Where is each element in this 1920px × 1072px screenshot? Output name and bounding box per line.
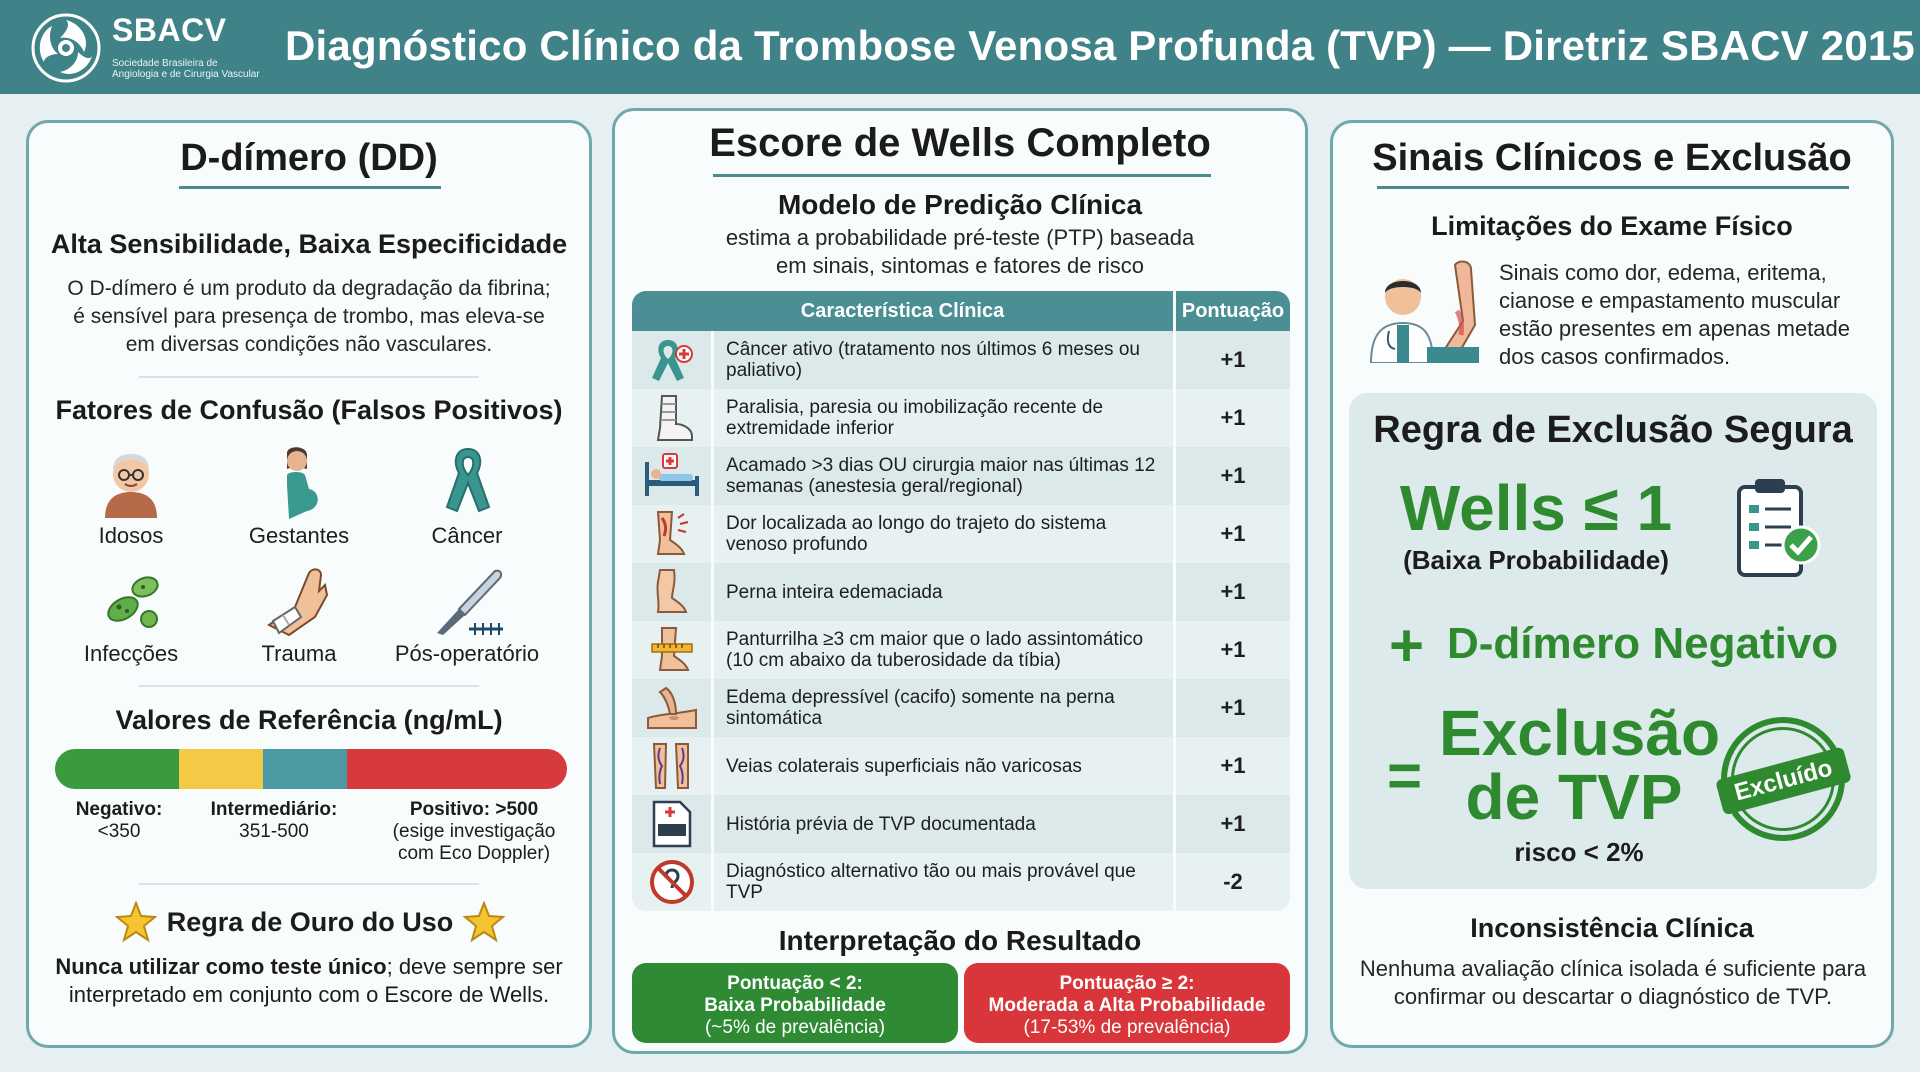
wells-description-2: em sinais, sintomas e fatores de risco xyxy=(775,253,1145,278)
negative-value: <350 xyxy=(97,821,141,842)
header-bar xyxy=(0,0,1920,94)
divider xyxy=(139,883,479,885)
prohibited-icon xyxy=(648,858,696,906)
table-header xyxy=(632,291,1290,331)
negative-label: Negativo: xyxy=(75,799,163,820)
table-row xyxy=(632,737,1290,795)
transition-segment xyxy=(263,749,347,789)
row-text: Diagnóstico alternativo tão ou mais provável que TVP xyxy=(726,861,1136,903)
risk-text: risco < 2% xyxy=(1514,837,1644,867)
wells-title: Escore de Wells Completo xyxy=(709,121,1211,165)
rule-title: Regra de Exclusão Segura xyxy=(1373,409,1853,451)
low-line-1: Pontuação < 2: xyxy=(727,973,863,994)
row-icon-cell xyxy=(632,389,714,447)
row-icon-cell xyxy=(632,679,714,737)
document-tvp-icon xyxy=(650,800,694,848)
confounder-label: Idosos xyxy=(98,523,164,548)
row-score: +1 xyxy=(1173,795,1290,853)
row-icon-cell xyxy=(632,737,714,795)
row-text: Paralisia, paresia ou imobilização recente de extremidade inferior xyxy=(726,397,1104,439)
swollen-leg-icon xyxy=(648,568,696,616)
wells-description-1: estima a probabilidade pré-teste (PTP) baseada xyxy=(725,225,1195,250)
negative-segment xyxy=(55,749,179,789)
table-row xyxy=(632,447,1290,505)
hospital-bed-icon xyxy=(643,452,701,500)
clinical-signs-panel xyxy=(1330,120,1894,1048)
bandaged-arm-icon xyxy=(265,565,331,637)
tape-measure-icon xyxy=(648,626,696,674)
confounder-label: Trauma xyxy=(261,641,337,666)
pitting-edema-icon xyxy=(646,684,698,732)
table-row xyxy=(632,621,1290,679)
intermediate-label: Intermediário: xyxy=(210,799,338,820)
cancer-ribbon-icon xyxy=(648,336,696,384)
row-text: Edema depressível (cacifo) somente na perna sintomática xyxy=(726,687,1115,729)
wells-threshold: Wells ≤ 1 xyxy=(1399,472,1673,544)
table-row xyxy=(632,679,1290,737)
intermediate-reference xyxy=(189,799,359,843)
confounder-label: Infecções xyxy=(83,641,179,666)
exclusion-line-2: de TVP xyxy=(1465,761,1683,833)
leg-pain-icon xyxy=(648,510,696,558)
scalpel-icon xyxy=(433,565,505,637)
reference-title: Valores de Referência (ng/mL) xyxy=(115,705,503,735)
clipboard-check-icon xyxy=(1733,475,1825,579)
confounder-label: Gestantes xyxy=(248,523,350,548)
table-row xyxy=(632,795,1290,853)
logo-name: SBACV xyxy=(112,12,227,48)
inconsistency-title: Inconsistência Clínica xyxy=(1470,913,1754,943)
positive-segment xyxy=(347,749,567,789)
row-score: +1 xyxy=(1173,331,1290,389)
row-score: +1 xyxy=(1173,563,1290,621)
doctor-examining-leg-icon xyxy=(1367,251,1479,363)
logo-subtitle: Sociedade Brasileira de Angiologia e de Cirurgia Vascular xyxy=(112,58,260,80)
swirl-logo-icon xyxy=(30,12,102,84)
row-score: +1 xyxy=(1173,737,1290,795)
stamp-label: Excluído xyxy=(1715,746,1852,815)
elderly-icon xyxy=(99,448,163,518)
header-score: Pontuação xyxy=(1181,300,1285,322)
high-line-2: Moderada a Alta Probabilidade xyxy=(988,995,1266,1016)
d-dimer-description: O D-dímero é um produto da degradação da fibrina; é sensível para presença de trombo, mas eleva-se em diversas condições não vasculares. xyxy=(67,277,551,356)
exam-text: Sinais como dor, edema, eritema, cianose e empastamento muscular estão presentes em apenas metade dos casos confirmados. xyxy=(1499,260,1851,369)
low-line-2: Baixa Probabilidade xyxy=(704,995,886,1016)
row-icon-cell xyxy=(632,621,714,679)
page-title: Diagnóstico Clínico da Trombose Venosa Profunda (TVP) — Diretriz SBACV 2015 xyxy=(285,22,1915,69)
cancer-ribbon-icon xyxy=(441,445,495,519)
confounder-label: Câncer xyxy=(431,523,503,548)
exclusion-rule-box xyxy=(1349,393,1877,889)
row-icon-cell xyxy=(632,447,714,505)
row-text: Acamado >3 dias OU cirurgia maior nas últimas 12 semanas (anestesia geral/regional) xyxy=(726,455,1156,497)
interpretation-title: Interpretação do Resultado xyxy=(778,925,1142,956)
intermediate-segment xyxy=(179,749,263,789)
table-row xyxy=(632,563,1290,621)
negative-reference xyxy=(49,799,189,843)
table-row xyxy=(632,505,1290,563)
plus-sign: + xyxy=(1389,612,1425,679)
high-line-3: (17-53% de prevalência) xyxy=(1023,1017,1231,1038)
reference-scale-bar xyxy=(55,749,567,789)
positive-note: (esige investigação com Eco Doppler) xyxy=(392,821,556,864)
star-icon xyxy=(115,901,157,943)
leg-cast-icon xyxy=(648,394,696,442)
low-probability-box xyxy=(632,963,958,1043)
row-text: História prévia de TVP documentada xyxy=(726,813,1036,835)
wells-score-panel xyxy=(612,108,1308,1054)
wells-subtitle: Modelo de Predição Clínica xyxy=(777,189,1143,220)
header-feature: Característica Clínica xyxy=(800,300,1005,322)
gold-rule-text xyxy=(47,953,571,1009)
row-icon-cell xyxy=(632,853,714,911)
high-probability-box xyxy=(964,963,1290,1043)
star-icon xyxy=(463,901,505,943)
exam-title: Limitações do Exame Físico xyxy=(1431,211,1793,241)
row-text: Perna inteira edemaciada xyxy=(726,581,943,603)
d-dimer-subtitle: Alta Sensibilidade, Baixa Especificidade xyxy=(50,229,568,259)
pregnant-icon xyxy=(269,445,329,519)
row-text: Veias colaterais superficiais não varicosas xyxy=(726,755,1082,777)
row-score: -2 xyxy=(1173,853,1290,911)
table-row xyxy=(632,389,1290,447)
exclusion-line-1: Exclusão xyxy=(1439,697,1721,769)
equals-sign: = xyxy=(1387,742,1423,809)
confounders-title: Fatores de Confusão (Falsos Positivos) xyxy=(55,395,563,425)
title-underline xyxy=(713,174,1211,177)
gold-rule-rest: ; deve sempre ser interpretado em conjunto com o Escore de Wells. xyxy=(68,954,563,1007)
row-icon-cell xyxy=(632,795,714,853)
intermediate-value: 351-500 xyxy=(239,821,309,842)
low-line-3: (~5% de prevalência) xyxy=(704,1017,886,1038)
clinical-signs-title: Sinais Clínicos e Exclusão xyxy=(1372,137,1852,179)
row-score: +1 xyxy=(1173,447,1290,505)
sbacv-logo xyxy=(30,10,260,86)
d-dimer-title: D-dímero (DD) xyxy=(180,137,438,179)
row-score: +1 xyxy=(1173,621,1290,679)
inconsistency-text: Nenhuma avaliação clínica isolada é suficiente para confirmar ou descartar o diagnóstico de TVP. xyxy=(1359,956,1867,1009)
row-icon-cell xyxy=(632,331,714,389)
gold-rule-heading xyxy=(115,901,505,945)
row-text: Panturrilha ≥3 cm maior que o lado assintomático (10 cm abaixo da tuberosidade da tíbia) xyxy=(726,629,1144,671)
d-dimer-panel xyxy=(26,120,592,1048)
divider xyxy=(139,685,479,687)
title-underline xyxy=(179,186,441,189)
positive-reference xyxy=(379,799,569,865)
table-row xyxy=(632,331,1290,389)
row-text: Câncer ativo (tratamento nos últimos 6 meses ou paliativo) xyxy=(726,339,1140,381)
ddimer-negative: D-dímero Negativo xyxy=(1447,619,1839,668)
gold-rule-bold: Nunca utilizar como teste único xyxy=(55,954,387,979)
gold-rule-title: Regra de Ouro do Uso xyxy=(166,907,454,937)
divider xyxy=(139,376,479,378)
excluded-stamp xyxy=(1707,703,1859,855)
row-score: +1 xyxy=(1173,389,1290,447)
row-score: +1 xyxy=(1173,679,1290,737)
wells-threshold-subtitle: (Baixa Probabilidade) xyxy=(1403,545,1669,575)
row-icon-cell xyxy=(632,505,714,563)
positive-label: Positivo: >500 xyxy=(409,799,539,820)
high-line-1: Pontuação ≥ 2: xyxy=(1059,973,1195,994)
confounder-label: Pós-operatório xyxy=(394,641,540,666)
table-row xyxy=(632,853,1290,911)
row-icon-cell xyxy=(632,563,714,621)
row-score: +1 xyxy=(1173,505,1290,563)
bacteria-icon xyxy=(97,567,167,637)
veins-icon xyxy=(648,742,696,790)
row-text: Dor localizada ao longo do trajeto do sistema venoso profundo xyxy=(726,513,1107,555)
title-underline xyxy=(1377,186,1849,189)
